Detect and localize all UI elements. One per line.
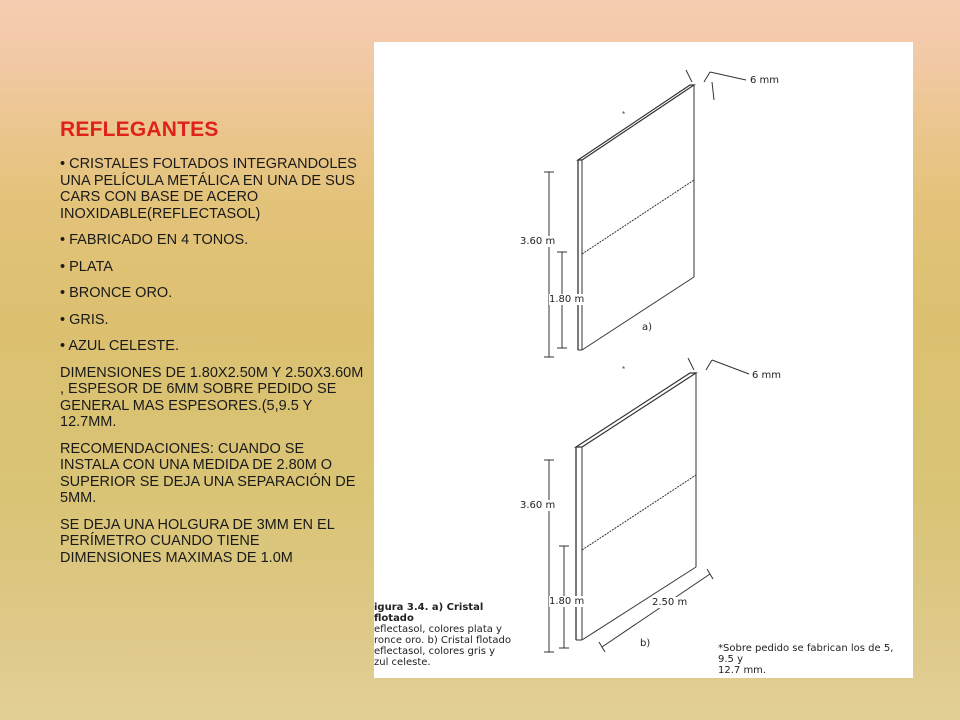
figure-note [718,643,910,676]
slide-body [60,156,365,576]
bullet-paragraph: • GRIS. [60,312,365,329]
caption-line: ronce oro. b) Cristal flotado [374,635,511,646]
caption-line: igura 3.4. a) Cristal flotado [374,602,484,624]
label-tag-a: a) [642,322,653,333]
label-half-b: 1.80 m [549,596,585,607]
bullet-paragraph: • AZUL CELESTE. [60,338,365,355]
slide-title: REFLEGANTES [60,118,219,141]
asterisk-mark: * [622,110,626,119]
recommendations-paragraph: RECOMENDACIONES: CUANDO SE INSTALA CON UNA MEDIDA DE 2.80M O SUPERIOR SE DEJA UNA SEPARACIÓN DE 5MM. [60,440,356,506]
bullet-paragraph: • CRISTALES FOLTADOS INTEGRANDOLES UNA PELÍCULA METÁLICA EN UNA DE SUS CARS CON BASE DE ACERO INOXIDABLE(REFLECTASOL) [60,156,365,222]
note-line: *Sobre pedido se fabrican los de 5, 9.5 y [718,643,894,665]
figure-caption [374,602,514,668]
caption-line: zul celeste. [374,657,431,668]
label-tag-b: b) [640,638,651,649]
tolerance-paragraph: SE DEJA UNA HOLGURA DE 3MM EN EL PERÍMETRO CUANDO TIENE DIMENSIONES MAXIMAS DE 1.0M [60,516,335,566]
label-width-b: 2.50 m [652,597,688,608]
label-thickness-a: 6 mm [750,75,780,86]
technical-drawing [374,42,913,678]
label-half-a: 1.80 m [549,294,585,305]
caption-line: eflectasol, colores gris y [374,646,496,657]
panel-b-drawing [544,358,749,652]
label-height-a: 3.60 m [520,236,556,247]
note-line: 12.7 mm. [718,665,767,676]
glass-panel-figure [374,42,913,678]
label-thickness-b: 6 mm [752,370,782,381]
bullet-paragraph: • PLATA [60,259,365,276]
caption-line: eflectasol, colores plata y [374,624,502,635]
bullet-paragraph: • BRONCE ORO. [60,285,365,302]
label-height-b: 3.60 m [520,500,556,511]
dimensions-paragraph: DIMENSIONES DE 1.80X2.50M Y 2.50X3.60M , ESPESOR DE 6MM SOBRE PEDIDO SE GENERAL MAS ESPESORES.(5,9.5 Y 12.7MM. [60,364,364,430]
panel-a-drawing [544,70,746,357]
asterisk-mark: * [622,365,626,374]
bullet-paragraph: • FABRICADO EN 4 TONOS. [60,232,365,249]
